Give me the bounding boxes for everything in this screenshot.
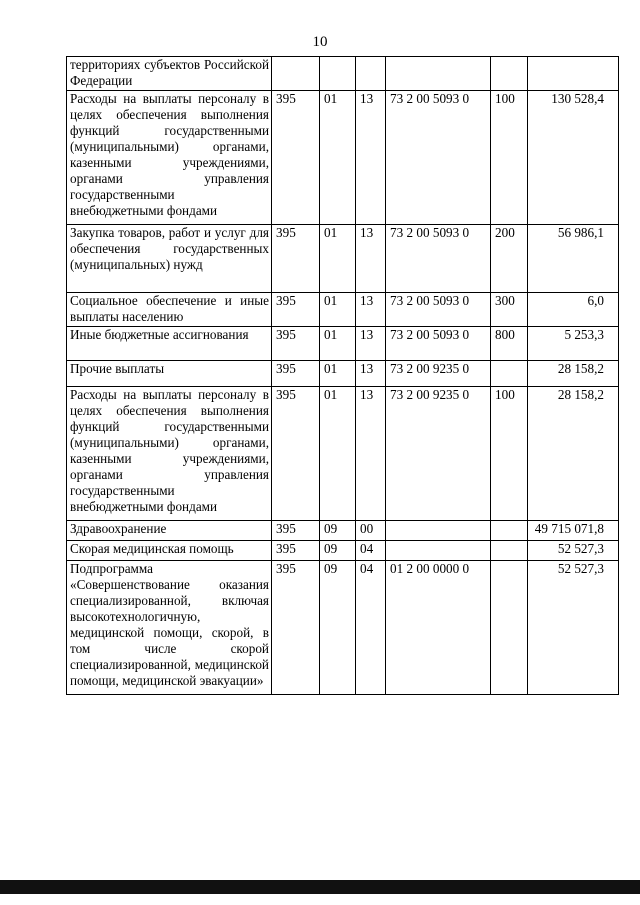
table-row [67,361,619,387]
subsection-code [356,57,386,91]
ministry-code: 395 [272,327,320,361]
section-code: 01 [320,225,356,293]
subsection-code: 00 [356,521,386,541]
expense-type: 100 [491,91,528,225]
ministry-code: 395 [272,541,320,561]
section-code: 01 [320,293,356,327]
target-article [386,57,491,91]
expense-type [491,57,528,91]
target-article: 73 2 00 5093 0 [386,91,491,225]
target-article: 73 2 00 5093 0 [386,327,491,361]
subsection-code: 13 [356,293,386,327]
table-row [67,57,619,91]
expense-type [491,561,528,695]
scan-edge-bar [0,880,640,894]
section-code: 01 [320,327,356,361]
table-body [67,57,619,695]
row-name: Расходы на выплаты персоналу в целях обеспечения выполнения функций государственными (муниципальными) органами, казенными учреждениями, органами управления государственными внебюджетными фондами [67,387,272,521]
ministry-code: 395 [272,293,320,327]
row-name: Прочие выплаты [67,361,272,387]
target-article [386,521,491,541]
expense-type: 300 [491,293,528,327]
subsection-code: 13 [356,387,386,521]
row-name: территориях субъектов Российской Федерации [67,57,272,91]
subsection-code: 04 [356,541,386,561]
target-article: 73 2 00 5093 0 [386,293,491,327]
amount: 6,0 [528,293,619,327]
section-code: 01 [320,361,356,387]
table-row [67,387,619,521]
expense-type [491,361,528,387]
section-code: 09 [320,561,356,695]
ministry-code: 395 [272,361,320,387]
table-row [67,225,619,293]
amount: 52 527,3 [528,561,619,695]
ministry-code: 395 [272,387,320,521]
target-article [386,541,491,561]
table-row [67,327,619,361]
amount: 52 527,3 [528,541,619,561]
budget-table [66,56,619,695]
section-code: 01 [320,387,356,521]
subsection-code: 13 [356,327,386,361]
table-row [67,293,619,327]
row-name: Скорая медицинская помощь [67,541,272,561]
amount: 49 715 071,8 [528,521,619,541]
subsection-code: 13 [356,361,386,387]
row-name: Социальное обеспечение и иные выплаты населению [67,293,272,327]
table-row [67,521,619,541]
subsection-code: 13 [356,91,386,225]
amount [528,57,619,91]
subsection-code: 13 [356,225,386,293]
amount: 28 158,2 [528,361,619,387]
target-article: 01 2 00 0000 0 [386,561,491,695]
amount: 28 158,2 [528,387,619,521]
table-row [67,541,619,561]
row-name: Подпрограмма «Совершенствование оказания специализированной, включая высокотехнологичную, медицинской помощи, скорой, в том числе скорой специализированной, медицинской помощи, медицинской эвакуации» [67,561,272,695]
expense-type [491,541,528,561]
amount: 5 253,3 [528,327,619,361]
expense-type: 200 [491,225,528,293]
section-code: 09 [320,541,356,561]
expense-type: 100 [491,387,528,521]
ministry-code [272,57,320,91]
target-article: 73 2 00 9235 0 [386,361,491,387]
table-row [67,91,619,225]
section-code [320,57,356,91]
section-code: 01 [320,91,356,225]
target-article: 73 2 00 5093 0 [386,225,491,293]
table-row [67,561,619,695]
row-name: Закупка товаров, работ и услуг для обеспечения государственных (муниципальных) нужд [67,225,272,293]
ministry-code: 395 [272,561,320,695]
row-name: Расходы на выплаты персоналу в целях обеспечения выполнения функций государственными (муниципальными) органами, казенными учреждениями, органами управления государственными внебюджетными фондами [67,91,272,225]
row-name: Здравоохранение [67,521,272,541]
ministry-code: 395 [272,225,320,293]
ministry-code: 395 [272,91,320,225]
ministry-code: 395 [272,521,320,541]
page-number: 10 [312,34,328,50]
amount: 130 528,4 [528,91,619,225]
expense-type: 800 [491,327,528,361]
target-article: 73 2 00 9235 0 [386,387,491,521]
amount: 56 986,1 [528,225,619,293]
subsection-code: 04 [356,561,386,695]
expense-type [491,521,528,541]
row-name: Иные бюджетные ассигнования [67,327,272,361]
section-code: 09 [320,521,356,541]
